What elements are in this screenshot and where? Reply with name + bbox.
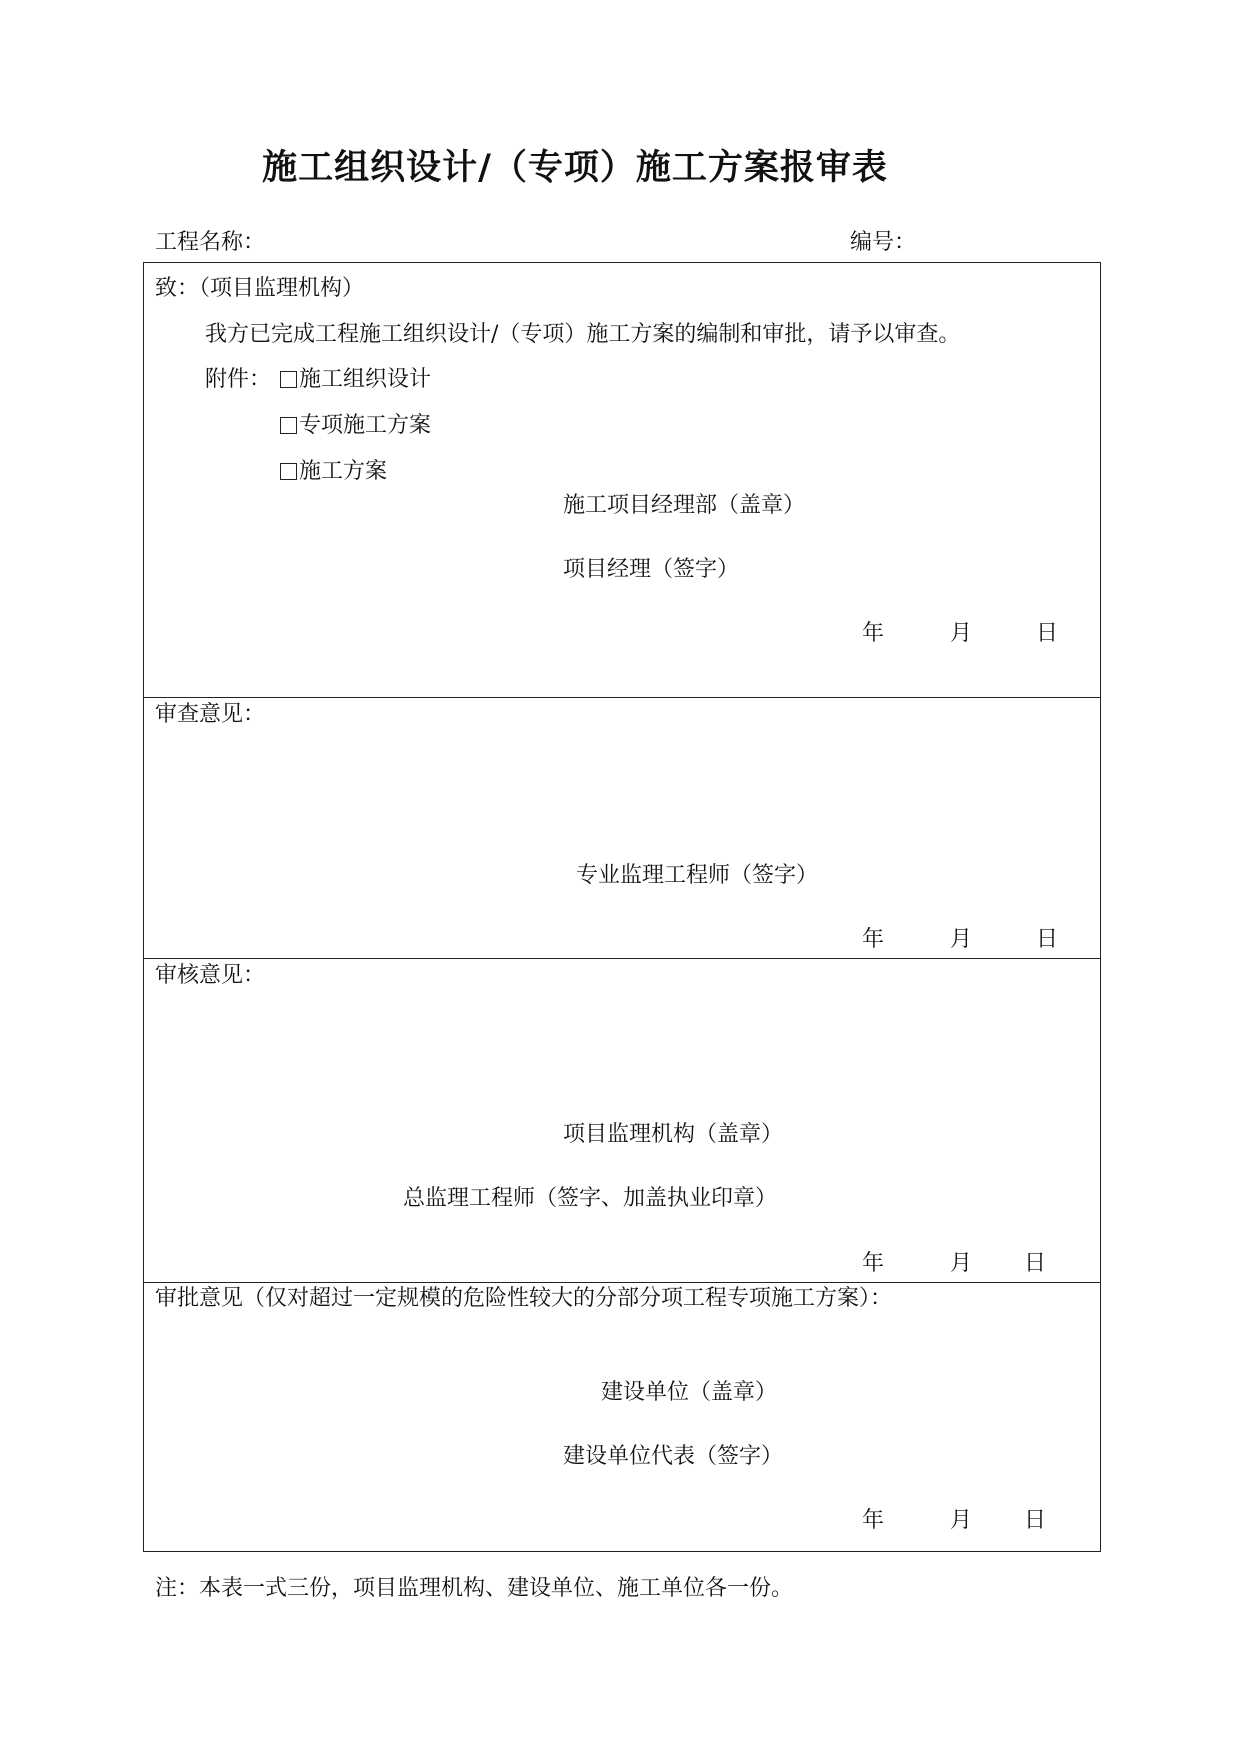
submission-statement: 我方已完成工程施工组织设计/（专项）施工方案的编制和审批，请予以审查。 (205, 322, 961, 347)
section-divider (143, 697, 1101, 698)
client-unit-seal-label: 建设单位（盖章） (601, 1380, 778, 1405)
form-table (143, 262, 1101, 1552)
section-divider (143, 1282, 1101, 1283)
checkbox[interactable] (280, 417, 297, 434)
footnote: 注：本表一式三份，项目监理机构、建设单位、施工单位各一份。 (155, 1576, 794, 1601)
section-divider (143, 958, 1101, 959)
attachment-option[interactable] (280, 413, 431, 439)
date-day-label: 日 (1024, 1508, 1047, 1533)
checkbox[interactable] (280, 371, 297, 388)
attachment-label: 附件： (205, 367, 272, 392)
date-day-label: 日 (1036, 927, 1059, 952)
date-year-label: 年 (862, 927, 885, 952)
engineer-signature-label: 专业监理工程师（签字） (576, 863, 819, 888)
date-day-label: 日 (1024, 1251, 1047, 1276)
attachment-option[interactable] (280, 367, 431, 393)
attachment-option[interactable] (280, 459, 387, 485)
date-month-label: 月 (950, 927, 973, 952)
page-title: 施工组织设计/（专项）施工方案报审表 (262, 147, 888, 188)
number-label: 编号： (850, 230, 917, 255)
chief-engineer-signature-label: 总监理工程师（签字、加盖执业印章） (403, 1186, 778, 1211)
client-rep-signature-label: 建设单位代表（签字） (563, 1444, 784, 1469)
approval-opinion-label: 审批意见（仅对超过一定规模的危险性较大的分部分项工程专项施工方案）： (155, 1286, 893, 1311)
date-year-label: 年 (862, 1508, 885, 1533)
attachment-option-label: 专项施工方案 (299, 413, 432, 438)
date-year-label: 年 (862, 1251, 885, 1276)
project-name-label: 工程名称： (155, 230, 266, 255)
review-opinion-label: 审查意见： (155, 702, 266, 727)
date-day-label: 日 (1036, 621, 1059, 646)
date-year-label: 年 (862, 621, 885, 646)
manager-signature-label: 项目经理（签字） (563, 557, 740, 582)
supervision-org-seal-label: 项目监理机构（盖章） (563, 1122, 784, 1147)
checkbox[interactable] (280, 463, 297, 480)
addressee: 致：（项目监理机构） (155, 276, 365, 301)
attachment-option-label: 施工组织设计 (299, 367, 432, 392)
department-seal-label: 施工项目经理部（盖章） (563, 493, 806, 518)
date-month-label: 月 (950, 621, 973, 646)
date-month-label: 月 (950, 1251, 973, 1276)
attachment-option-label: 施工方案 (299, 459, 388, 484)
date-month-label: 月 (950, 1508, 973, 1533)
audit-opinion-label: 审核意见： (155, 963, 266, 988)
